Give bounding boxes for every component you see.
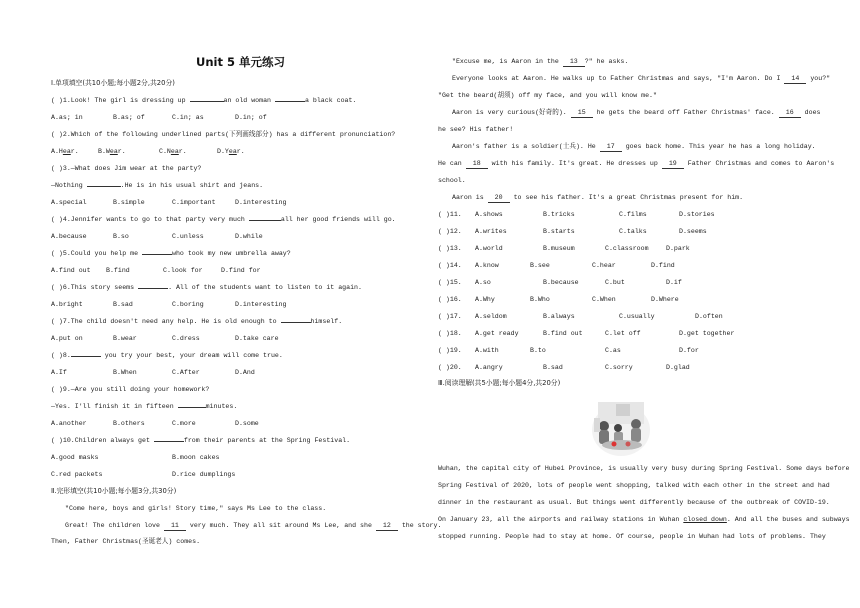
option: C.Near. — [159, 148, 187, 155]
option: D.park — [666, 245, 690, 252]
page-title: Unit 5 单元练习 — [196, 55, 285, 69]
option: C.After — [172, 369, 200, 376]
question-2: ( )2.Which of the following underlined parts(下列画线部分) has a different pronunciation? — [51, 131, 396, 138]
cloze-text: Everyone looks at Aaron. He walks up to Father Christmas and says, "I'm Aaron. Do I — [452, 75, 785, 82]
reading-text: On January 23, all the airports and railway stations in Wuhan — [438, 516, 684, 523]
option: D.find — [651, 262, 675, 269]
cloze-blank-17[interactable]: 17 — [600, 142, 622, 152]
answer-blank[interactable] — [87, 186, 121, 187]
answer-blank[interactable] — [71, 356, 101, 357]
option: D.glad — [666, 364, 690, 371]
underlined-letters: ea — [62, 148, 71, 155]
option: B.starts — [543, 228, 575, 235]
cloze-q-13 — [438, 244, 462, 253]
cloze-text: Aaron is very curious(好奇的). — [452, 109, 571, 116]
cloze-blank-18[interactable]: 18 — [466, 159, 488, 169]
cloze-q-number: ( )19. — [438, 347, 462, 354]
option: D.seems — [679, 228, 707, 235]
option: B.tricks — [543, 211, 575, 218]
question-3-line-2 — [51, 181, 263, 190]
answer-blank[interactable] — [249, 220, 281, 221]
option: C.important — [172, 199, 216, 206]
question-9-text-b: minutes. — [205, 403, 238, 410]
question-10-text-b: from their parents at the Spring Festival. — [183, 437, 351, 444]
cloze-q-15 — [438, 278, 462, 287]
reading-line — [438, 515, 850, 524]
option: B.as; of — [113, 114, 145, 121]
reading-line: Wuhan, the capital city of Hubei Province, is usually very busy during Spring Festival. Some days before — [438, 465, 850, 472]
option: A.with — [475, 347, 499, 354]
section-1-heading: Ⅰ.单项填空(共10小题;每小题2分,共20分) — [51, 79, 175, 87]
cloze-q-number: ( )16. — [438, 296, 462, 303]
option: B.so — [113, 233, 129, 240]
question-6-text-b: . All of the students want to listen to it again. — [168, 284, 362, 291]
cloze-line: Then, Father Christmas(圣诞老人) comes. — [51, 538, 201, 545]
cloze-q-11 — [438, 210, 462, 219]
cloze-q-number: ( )17. — [438, 313, 462, 320]
option: A.because — [51, 233, 87, 240]
option: B.When — [113, 369, 137, 376]
cloze-q-14 — [438, 261, 462, 270]
cloze-q-number: ( )11. — [438, 211, 462, 218]
reading-line: stopped running. People had to stay at home. Of course, people in Wuhan had lots of problems. They — [438, 533, 826, 540]
cloze-q-number: ( )18. — [438, 330, 462, 337]
option: D.in; of — [235, 114, 267, 121]
option: B.see — [530, 262, 550, 269]
question-8-text-a: ( )8. — [51, 352, 71, 359]
cloze-blank-20[interactable]: 20 — [488, 193, 510, 203]
option: C.boring — [172, 301, 204, 308]
option: C.When — [592, 296, 616, 303]
reading-text: . And all the buses and subways — [726, 516, 850, 523]
option: C.as — [605, 347, 621, 354]
option: B.simple — [113, 199, 145, 206]
question-5-text-b: who took my new umbrella away? — [172, 250, 291, 257]
cloze-q-18 — [438, 329, 462, 338]
cloze-blank-11[interactable]: 11 — [164, 521, 186, 531]
cloze-q-19 — [438, 346, 462, 355]
cloze-line — [452, 193, 743, 203]
question-8 — [51, 351, 283, 360]
question-4-text-a: ( )4.Jennifer wants to go to that party very much — [51, 216, 249, 223]
cloze-text: Aaron is — [452, 194, 488, 201]
option: B.others — [113, 420, 145, 427]
option: B.always — [543, 313, 575, 320]
option: A.good masks — [51, 454, 99, 461]
underlined-letters: ea — [170, 148, 179, 155]
option: B.museum — [543, 245, 575, 252]
cloze-text: "Excuse me, is Aaron in the — [452, 58, 563, 65]
family-dinner-illustration — [590, 396, 652, 458]
question-3-text-b: .He is in his usual shirt and jeans. — [120, 182, 264, 189]
option: C.more — [172, 420, 196, 427]
option: A.bright — [51, 301, 83, 308]
cloze-blank-12[interactable]: 12 — [376, 521, 398, 531]
option: A.as; in — [51, 114, 83, 121]
question-3-text-a: —Nothing — [51, 182, 87, 189]
cloze-text: Father Christmas and comes to Aaron's — [683, 160, 835, 167]
option: C.films — [619, 211, 647, 218]
cloze-text: to see his father. It's a great Christmas present for him. — [509, 194, 744, 201]
cloze-line — [438, 159, 834, 169]
question-1 — [51, 96, 356, 105]
option: C.in; as — [172, 114, 204, 121]
option: C.talks — [619, 228, 647, 235]
cloze-text: ?" he asks. — [584, 58, 629, 65]
cloze-q-number: ( )12. — [438, 228, 462, 235]
option: C.red packets — [51, 471, 103, 478]
option: C.unless — [172, 233, 204, 240]
cloze-text: with his family. It's great. He dresses up — [487, 160, 662, 167]
option: B.find — [106, 267, 130, 274]
section-3-heading: Ⅲ.阅读理解(共5小题;每小题4分,共20分) — [438, 379, 561, 387]
cloze-line — [65, 521, 441, 531]
underlined-letters: ea — [228, 148, 237, 155]
question-7 — [51, 317, 342, 326]
option: D.get together — [679, 330, 735, 337]
option: D.while — [235, 233, 263, 240]
option: A.world — [475, 245, 503, 252]
cloze-line: school. — [438, 177, 466, 184]
option: B.moon cakes — [172, 454, 220, 461]
option: A.get ready — [475, 330, 519, 337]
question-9: ( )9.—Are you still doing your homework? — [51, 386, 210, 393]
cloze-q-number: ( )15. — [438, 279, 462, 286]
question-8-text-b: you try your best, your dream will come true. — [100, 352, 283, 359]
cloze-q-number: ( )14. — [438, 262, 462, 269]
question-3: ( )3.—What does Jim wear at the party? — [51, 165, 202, 172]
reading-line: dinner in the restaurant as usual. But things went differently because of the outbreak of COVID-19. — [438, 499, 830, 506]
question-7-text-b: himself. — [310, 318, 343, 325]
section-2-heading: Ⅱ.完形填空(共10小题;每小题3分,共30分) — [51, 487, 177, 495]
cloze-text: he gets the beard off Father Christmas' face. — [592, 109, 779, 116]
cloze-line — [452, 108, 821, 118]
cloze-text: very much. They all sit around Ms Lee, and she — [185, 522, 376, 529]
option: B.sad — [113, 301, 133, 308]
cloze-text: goes back home. This year he has a long holiday. — [621, 143, 816, 150]
option: C.dress — [172, 335, 200, 342]
cloze-text: Aaron's father is a soldier(士兵). He — [452, 143, 600, 150]
cloze-text: does — [800, 109, 821, 116]
option: A.shows — [475, 211, 503, 218]
question-10-text-a: ( )10.Children always get — [51, 437, 154, 444]
reading-line: Spring Festival of 2020, lots of people went shopping, talked with each other in the street and had — [438, 482, 830, 489]
underlined-letters: ea — [109, 148, 118, 155]
option: D.take care — [235, 335, 279, 342]
option: C.sorry — [605, 364, 633, 371]
option: A.know — [475, 262, 499, 269]
cloze-blank-14[interactable]: 14 — [784, 74, 806, 84]
option: A.find out — [51, 267, 91, 274]
option: D.interesting — [235, 301, 287, 308]
cloze-text: Great! The children love — [65, 522, 164, 529]
answer-blank[interactable] — [138, 288, 168, 289]
question-7-text-a: ( )7.The child doesn't need any help. He is old enough to — [51, 318, 281, 325]
cloze-q-number: ( )20. — [438, 364, 462, 371]
cloze-line — [452, 142, 816, 152]
answer-blank[interactable] — [190, 101, 224, 102]
option: C.usually — [619, 313, 655, 320]
cloze-line: he see? His father! — [438, 126, 514, 133]
option: A.Why — [475, 296, 495, 303]
option: A.another — [51, 420, 87, 427]
cloze-text: you?" — [806, 75, 831, 82]
option: D.Where — [651, 296, 679, 303]
option: A.Hear. — [51, 148, 79, 155]
option: B.find out — [543, 330, 583, 337]
answer-blank[interactable] — [275, 101, 305, 102]
option: C.classroom — [605, 245, 649, 252]
cloze-q-16 — [438, 295, 462, 304]
answer-blank[interactable] — [142, 254, 172, 255]
option: A.put on — [51, 335, 83, 342]
cloze-q-20 — [438, 363, 462, 372]
option: B.Wear. — [98, 148, 126, 155]
question-5-text-a: ( )5.Could you help me — [51, 250, 143, 257]
option: B.sad — [543, 364, 563, 371]
answer-blank[interactable] — [154, 441, 184, 442]
option: D.often — [695, 313, 723, 320]
option: D.rice dumplings — [172, 471, 236, 478]
cloze-text: He can — [438, 160, 466, 167]
option: C.let off — [605, 330, 641, 337]
question-1-text-c: a black coat. — [304, 97, 357, 104]
cloze-blank-19[interactable]: 19 — [662, 159, 684, 169]
answer-blank[interactable] — [281, 322, 311, 323]
question-9-text-a: —Yes. I'll finish it in fifteen — [51, 403, 178, 410]
question-5 — [51, 249, 291, 258]
option: A.special — [51, 199, 87, 206]
option: D.And — [235, 369, 255, 376]
option: B.to — [530, 347, 546, 354]
cloze-line — [452, 74, 830, 84]
cloze-blank-13[interactable]: 13 — [563, 57, 585, 67]
question-10 — [51, 436, 350, 445]
option: C.but — [605, 279, 625, 286]
option: B.wear — [113, 335, 137, 342]
option: A.If — [51, 369, 67, 376]
option: D.if — [666, 279, 682, 286]
question-1-text-a: ( )1.Look! The girl is dressing up — [51, 97, 190, 104]
question-4 — [51, 215, 396, 224]
option: D.Year. — [217, 148, 245, 155]
option: D.find for — [221, 267, 261, 274]
cloze-text: the story. — [397, 522, 442, 529]
option: B.Who — [530, 296, 550, 303]
option: A.angry — [475, 364, 503, 371]
cloze-q-number: ( )13. — [438, 245, 462, 252]
option: A.so — [475, 279, 491, 286]
question-9-line-2 — [51, 402, 237, 411]
option: D.for — [679, 347, 699, 354]
cloze-line: "Come here, boys and girls! Story time," says Ms Lee to the class. — [65, 505, 327, 512]
cloze-line — [452, 57, 628, 67]
question-4-text-b: all her good friends will go. — [280, 216, 396, 223]
cloze-blank-15[interactable]: 15 — [571, 108, 593, 118]
option: B.because — [543, 279, 579, 286]
answer-blank[interactable] — [178, 407, 206, 408]
option: A.seldom — [475, 313, 507, 320]
option: A.writes — [475, 228, 507, 235]
option: D.some — [235, 420, 259, 427]
underlined-phrase: closed down — [683, 516, 727, 523]
option: D.stories — [679, 211, 715, 218]
question-6-text-a: ( )6.This story seems — [51, 284, 139, 291]
cloze-blank-16[interactable]: 16 — [779, 108, 801, 118]
option: D.interesting — [235, 199, 287, 206]
question-1-text-b: an old woman — [223, 97, 275, 104]
cloze-q-12 — [438, 227, 462, 236]
cloze-line: "Get the beard(胡须) off my face, and you will know me." — [438, 92, 657, 99]
option: C.hear — [592, 262, 616, 269]
option: C.look for — [163, 267, 203, 274]
cloze-q-17 — [438, 312, 462, 321]
question-6 — [51, 283, 362, 292]
